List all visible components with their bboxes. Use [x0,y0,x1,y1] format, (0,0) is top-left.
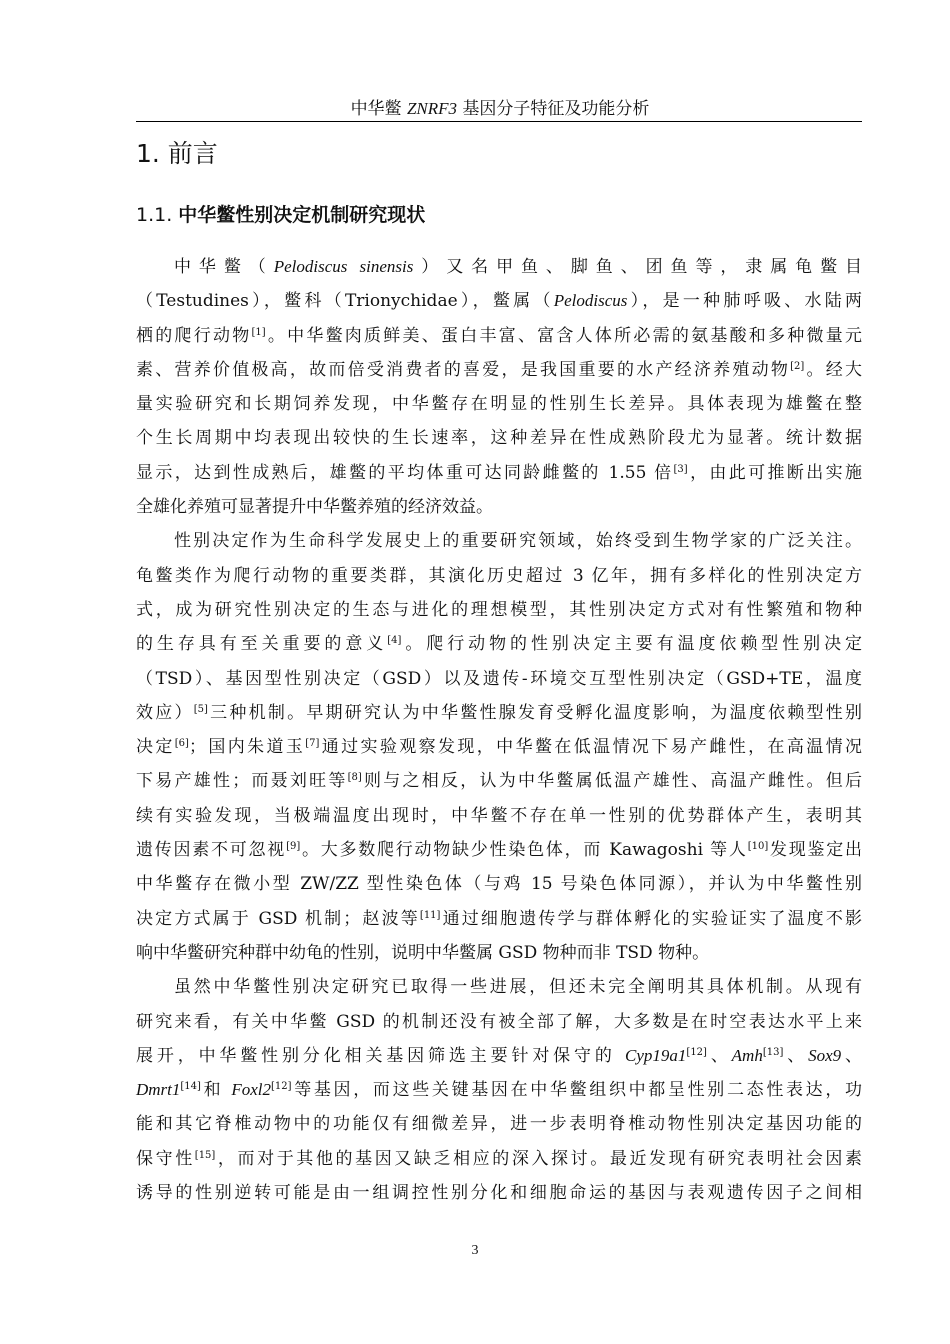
citation: [5] [193,703,208,715]
text-line: 虽然中华鳖性别决定研究已取得一些进展，但还未完全阐明其具体机制。从现有 [174,977,862,998]
citation: [12] [686,1046,707,1058]
italic-term: Pelodiscus sinensis [273,257,414,276]
text-line: （TSD）、基因型性别决定（GSD）以及遗传-环境交互型性别决定（GSD+TE，温度 [136,668,862,689]
running-header [138,98,862,120]
text-line: 保守性[15]，而对于其他的基因又缺乏相应的深入探讨。最近发现有研究表明社会因素 [136,1148,863,1169]
text-line: 性别决定作为生命科学发展史上的重要研究领域，始终受到生物学家的广泛关注。 [174,531,862,552]
text-line: 下易产雄性；而聂刘旺等[8]则与之相反，认为中华鳖属低温产雄性、高温产雌性。但后 [136,771,862,792]
text-line: 效应）[5]三种机制。早期研究认为中华鳖性腺发育受孵化温度影响，为温度依赖型性别 [136,702,863,723]
citation: [4] [387,635,402,647]
subsection-title: 中华鳖性别决定机制研究现状 [178,204,426,226]
citation: [8] [347,772,362,784]
italic-term: Amh [731,1045,763,1065]
citation: [10] [747,841,769,853]
citation: [11] [419,909,441,921]
running-header-suffix: 基因分子特征及功能分析 [457,99,650,119]
citation: [12] [271,1081,292,1093]
text-line: 式，成为研究性别决定的生态与进化的理想模型，其性别决定方式对有性繁殖和物种 [136,599,862,620]
text-line: 个生长周期中均表现出较快的生长速率，这种差异在性成熟阶段尤为显著。统计数据 [136,428,862,449]
text-line: 决定[6]；国内朱道玉[7]通过实验观察发现，中华鳖在低温情况下易产雌性，在高温情况 [136,737,863,758]
citation: [2] [790,360,805,372]
citation: [9] [286,841,301,853]
text-line: 显示，达到性成熟后，雄鳖的平均体重可达同龄雌鳖的 1.55 倍[3]，由此可推断出实施 [136,462,862,483]
citation: [13] [762,1046,784,1058]
citation: [14] [180,1081,201,1093]
text-line: 素、营养价值极高，故而倍受消费者的喜爱，是我国重要的水产经济养殖动物[2]。经大 [136,359,863,380]
citation: [3] [673,463,688,475]
italic-term: Pelodiscus [553,291,628,311]
body-text [136,250,862,1210]
italic-term: Cyp19a1 [625,1045,687,1065]
citation: [6] [174,738,189,750]
text-line: 龟鳖类作为爬行动物的重要类群，其演化历史超过 3 亿年，拥有多样化的性别决定方 [136,565,862,586]
paragraph [136,524,862,970]
text-line: 中华鳖存在微小型 ZW/ZZ 型性染色体（与鸡 15 号染色体同源），并认为中华鳖性别 [136,874,862,895]
text-line: 中华鳖（Pelodiscus sinensis）又名甲鱼、脚鱼、团鱼等，隶属龟鳖目 [174,257,863,277]
text-line: 栖的爬行动物[1]。中华鳖肉质鲜美、蛋白丰富、富含人体所必需的氨基酸和多种微量元 [136,325,863,346]
text-line: Dmrt1[14]和 Foxl2[12]等基因，而这些关键基因在中华鳖组织中都呈性别二态性表达，功 [136,1080,863,1101]
text-line: 量实验研究和长期饲养发现，中华鳖存在明显的性别生长差异。具体表现为雄鳖在整 [136,394,862,415]
text-line: 的生存具有至关重要的意义[4]。爬行动物的性别决定主要有温度依赖型性别决定 [136,634,863,655]
citation: [15] [194,1149,216,1161]
running-header-prefix: 中华鳖 [350,99,407,119]
text-line: 响中华鳖研究种群中幼龟的性别，说明中华鳖属 GSD 物种而非 TSD 物种。 [136,942,710,963]
paragraph [136,970,862,1210]
text-line: 全雄化养殖可显著提升中华鳖养殖的经济效益。 [136,497,493,518]
running-header-gene: ZNRF3 [406,99,458,118]
text-line: （Testudines），鳖科（Trionychidae），鳖属（Pelodiscus），是一种肺呼吸、水陆两 [136,291,863,312]
italic-term: Foxl2 [231,1080,272,1100]
paragraph [136,250,862,524]
header-rule [136,121,862,122]
text-line: 展开，中华鳖性别分化相关基因筛选主要针对保守的 Cyp19a1[12]、Amh[13]、Sox9、 [136,1045,862,1066]
citation: [7] [305,738,320,750]
page-number: 3 [471,1243,479,1258]
section-heading-introduction: 1. 前言 [136,139,218,168]
text-line: 能和其它脊椎动物中的功能仅有细微差异，进一步表明脊椎动物性别决定基因功能的 [136,1114,862,1135]
subsection-heading [136,202,425,228]
subsection-number: 1.1. [136,204,179,226]
text-line: 续有实验发现，当极端温度出现时，中华鳖不存在单一性别的优势群体产生，表明其 [136,805,862,826]
text-line: 遗传因素不可忽视[9]。大多数爬行动物缺少性染色体，而 Kawagoshi 等人[10]发现鉴定出 [136,840,863,861]
citation: [1] [251,326,266,338]
italic-term: Dmrt1 [136,1080,181,1100]
italic-term: Sox9 [808,1045,842,1065]
text-line: 决定方式属于 GSD 机制；赵波等[11]通过细胞遗传学与群体孵化的实验证实了温度不影 [136,908,862,929]
text-line: 研究来看，有关中华鳖 GSD 的机制还没有被全部了解，大多数是在时空表达水平上来 [136,1011,862,1032]
text-line: 诱导的性别逆转可能是由一组调控性别分化和细胞命运的基因与表观遗传因子之间相 [136,1183,862,1204]
